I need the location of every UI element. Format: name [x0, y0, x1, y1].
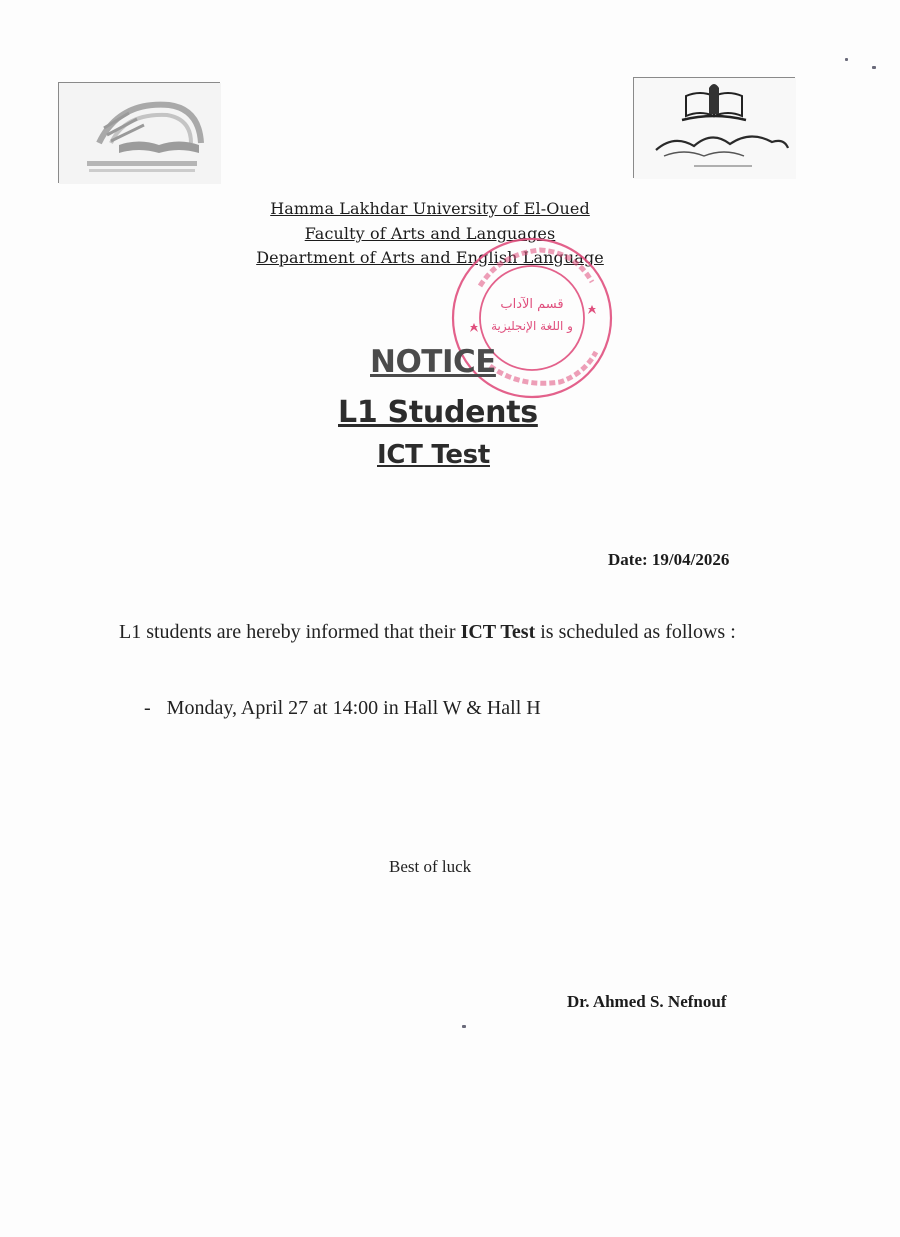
stamp-inner-line1: قسم الآداب: [500, 297, 564, 312]
body-text-bold: ICT Test: [460, 621, 536, 643]
scan-speck: [845, 58, 848, 61]
university-logo: [58, 82, 220, 183]
signature-name: Dr. Ahmed S. Nefnouf: [567, 992, 727, 1011]
university-name: Hamma Lakhdar University of El-Oued: [270, 199, 590, 218]
list-dash: -: [144, 697, 151, 719]
scan-speck: [872, 66, 876, 69]
audience-title: L1 Students: [338, 395, 538, 430]
faculty-emblem-icon: [634, 78, 796, 179]
department-name: Department of Arts and English Language: [256, 248, 604, 267]
scan-speck: [462, 1025, 466, 1028]
body-text-after: is scheduled as follows :: [535, 621, 736, 643]
faculty-logo: [633, 77, 795, 178]
subject-title: ICT Test: [377, 440, 490, 470]
stamp-inner-line2: و اللغة الإنجليزية: [491, 319, 573, 333]
notice-date: Date: 19/04/2026: [608, 550, 730, 569]
schedule-item: [144, 697, 541, 720]
notice-body: [119, 619, 747, 646]
body-text-before: L1 students are hereby informed that their: [119, 621, 461, 643]
notice-title: NOTICE: [370, 344, 496, 380]
closing-text: Best of luck: [389, 857, 472, 876]
university-emblem-icon: [59, 83, 221, 184]
faculty-name: Faculty of Arts and Languages: [304, 224, 556, 243]
schedule-text: Monday, April 27 at 14:00 in Hall W & Hall H: [166, 697, 541, 719]
